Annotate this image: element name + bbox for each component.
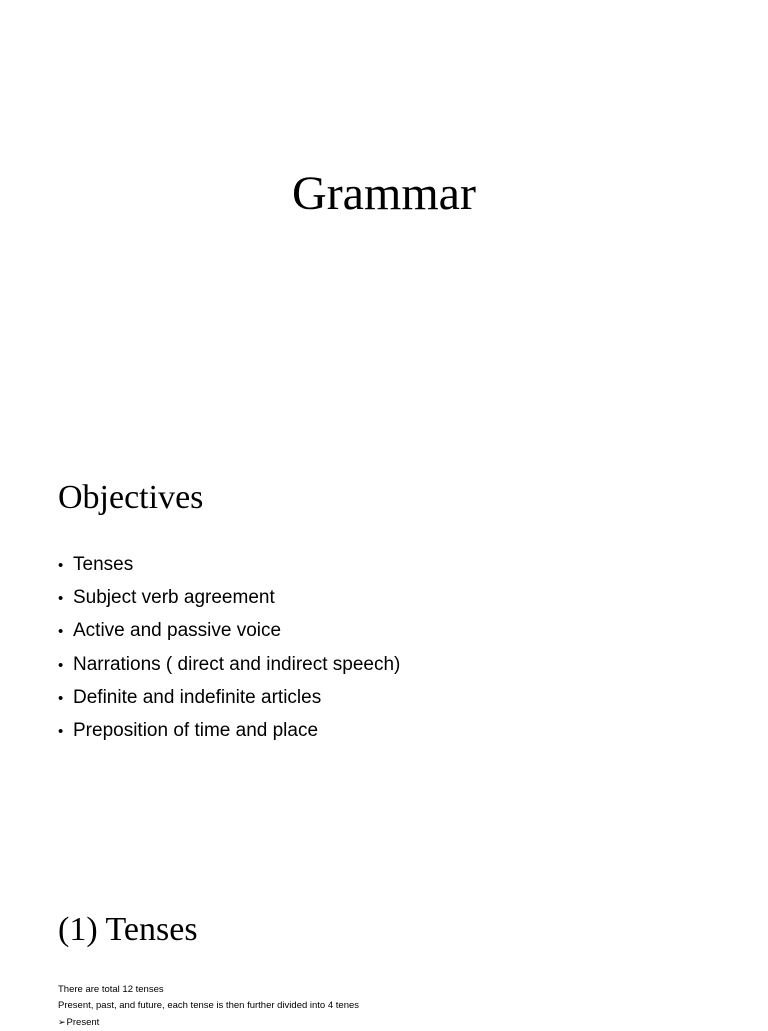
- list-item: [58, 715, 400, 748]
- list-item-text: Active and passive voice: [73, 620, 282, 642]
- bullet-icon: •: [58, 557, 64, 574]
- list-item: [58, 682, 400, 715]
- list-item-text: Tenses: [73, 554, 134, 575]
- slide-title: [0, 0, 768, 440]
- list-item: [58, 549, 400, 582]
- objectives-list: [58, 549, 400, 748]
- bullet-icon: •: [58, 623, 64, 641]
- arrow-item: [58, 1014, 359, 1031]
- tenses-heading: (1) Tenses: [58, 911, 198, 948]
- list-item: [58, 649, 400, 682]
- body-line: There are total 12 tenses: [58, 984, 164, 995]
- slide-objectives: [0, 440, 768, 880]
- page-title: Grammar: [292, 167, 476, 220]
- bullet-icon: •: [58, 723, 64, 741]
- list-item: [58, 582, 400, 615]
- slide-tenses: [0, 880, 768, 1028]
- bullet-icon: •: [58, 689, 64, 707]
- arrow-item-text: Present: [66, 1017, 100, 1028]
- bullet-icon: •: [58, 590, 64, 608]
- arrow-bullet-icon: ➢: [58, 1017, 66, 1027]
- body-line: Present, past, and future, each tense is then further divided into 4 tenes: [58, 1000, 360, 1011]
- list-item-text: Preposition of time and place: [73, 720, 319, 742]
- list-item-text: Subject verb agreement: [73, 587, 275, 609]
- list-item-text: Narrations ( direct and indirect speech): [73, 653, 401, 675]
- objectives-heading: Objectives: [58, 479, 204, 516]
- bullet-icon: •: [58, 656, 64, 674]
- list-item: [58, 615, 400, 648]
- list-item-text: Definite and indefinite articles: [73, 686, 322, 708]
